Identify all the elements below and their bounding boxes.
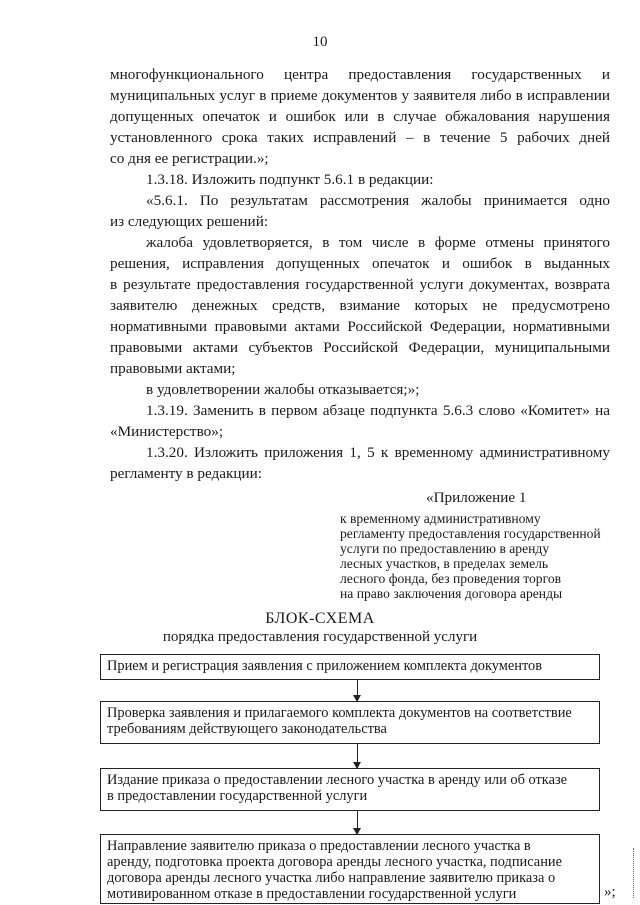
appendix-line: регламенту предоставления государственной xyxy=(340,526,601,541)
text-line: 1.3.18. Изложить подпункт 5.6.1 в редакции: xyxy=(146,171,434,188)
text-line: 1.3.20. Изложить приложения 1, 5 к временному административному xyxy=(146,444,610,461)
scheme-step-line: мотивированном отказе в предоставлении государственной услуги xyxy=(107,886,517,902)
page-number: 10 xyxy=(312,34,328,50)
scheme-step-line: в предоставлении государственной услуги xyxy=(107,788,368,804)
closing-quote: »; xyxy=(604,884,616,900)
appendix-line: лесного фонда, без проведения торгов xyxy=(340,571,562,586)
text-line: многофункционального центра предоставления государственных и xyxy=(110,66,610,83)
flow-arrow xyxy=(357,811,358,834)
text-line: заявителю денежных средств, взимание которых не предусмотрено xyxy=(110,297,610,314)
text-line: правовыми актами; xyxy=(110,360,236,377)
text-line: жалоба удовлетворяется, в том числе в форме отмены принятого xyxy=(146,234,610,251)
scheme-title: БЛОК-СХЕМА xyxy=(265,610,375,627)
text-line: нормативными правовыми актами Российской Федерации, нормативными xyxy=(110,318,610,335)
text-line: из следующих решений: xyxy=(110,213,269,230)
appendix-line: лесных участков, в пределах земель xyxy=(340,556,549,571)
text-line: регламенту в редакции: xyxy=(110,465,262,482)
text-line: «5.6.1. По результатам рассмотрения жалобы принимается одно xyxy=(146,192,610,209)
text-line: установленного срока таких исправлений – в течение 5 рабочих дней xyxy=(110,129,610,146)
appendix-title: «Приложение 1 xyxy=(426,489,527,506)
flow-arrow xyxy=(357,680,358,701)
scheme-step-1 xyxy=(100,654,600,680)
text-line: в удовлетворении жалобы отказывается;»; xyxy=(146,381,420,398)
text-line: «Министерство»; xyxy=(110,423,224,440)
scheme-step-line: договора аренды лесного участка либо направление заявителю приказа о xyxy=(107,870,556,886)
text-line: 1.3.19. Заменить в первом абзаце подпункта 5.6.3 слово «Комитет» на xyxy=(146,402,610,419)
text-line: правовыми актами субъектов Российской Федерации, муниципальными xyxy=(110,339,610,356)
scheme-step-line: требованиям действующего законодательства xyxy=(107,721,387,737)
appendix-line: к временному административному xyxy=(340,511,541,526)
text-line: со дня ее регистрации.»; xyxy=(110,150,269,167)
text-line: муниципальных услуг в приеме документов у заявителя либо в исправлении xyxy=(110,87,610,104)
scheme-step-4 xyxy=(100,834,600,904)
appendix-line: услуги по предоставлению в аренду xyxy=(340,541,550,556)
scheme-step-line: Направление заявителю приказа о предоставлении лесного участка в xyxy=(107,838,531,854)
scheme-step-3 xyxy=(100,768,600,811)
scan-edge xyxy=(630,848,634,898)
scheme-subtitle: порядка предоставления государственной услуги xyxy=(162,629,478,645)
scheme-step-line: Прием и регистрация заявления с приложением комплекта документов xyxy=(107,658,543,674)
flow-arrow xyxy=(357,744,358,768)
text-line: в результате предоставления государственной услуги документах, возврата xyxy=(110,276,610,293)
scheme-step-line: Издание приказа о предоставлении лесного участка в аренду или об отказе xyxy=(107,772,568,788)
scheme-step-line: Проверка заявления и прилагаемого комплекта документов на соответствие xyxy=(107,705,572,721)
text-line: решения, исправления допущенных опечаток и ошибок в выданных xyxy=(110,255,610,272)
scheme-step-2 xyxy=(100,701,600,744)
scheme-step-line: аренду, подготовка проекта договора аренды лесного участка, подписание xyxy=(107,854,562,870)
appendix-line: на право заключения договора аренды xyxy=(340,586,563,601)
text-line: допущенных опечаток и ошибок или в случае обжалования нарушения xyxy=(110,108,610,125)
